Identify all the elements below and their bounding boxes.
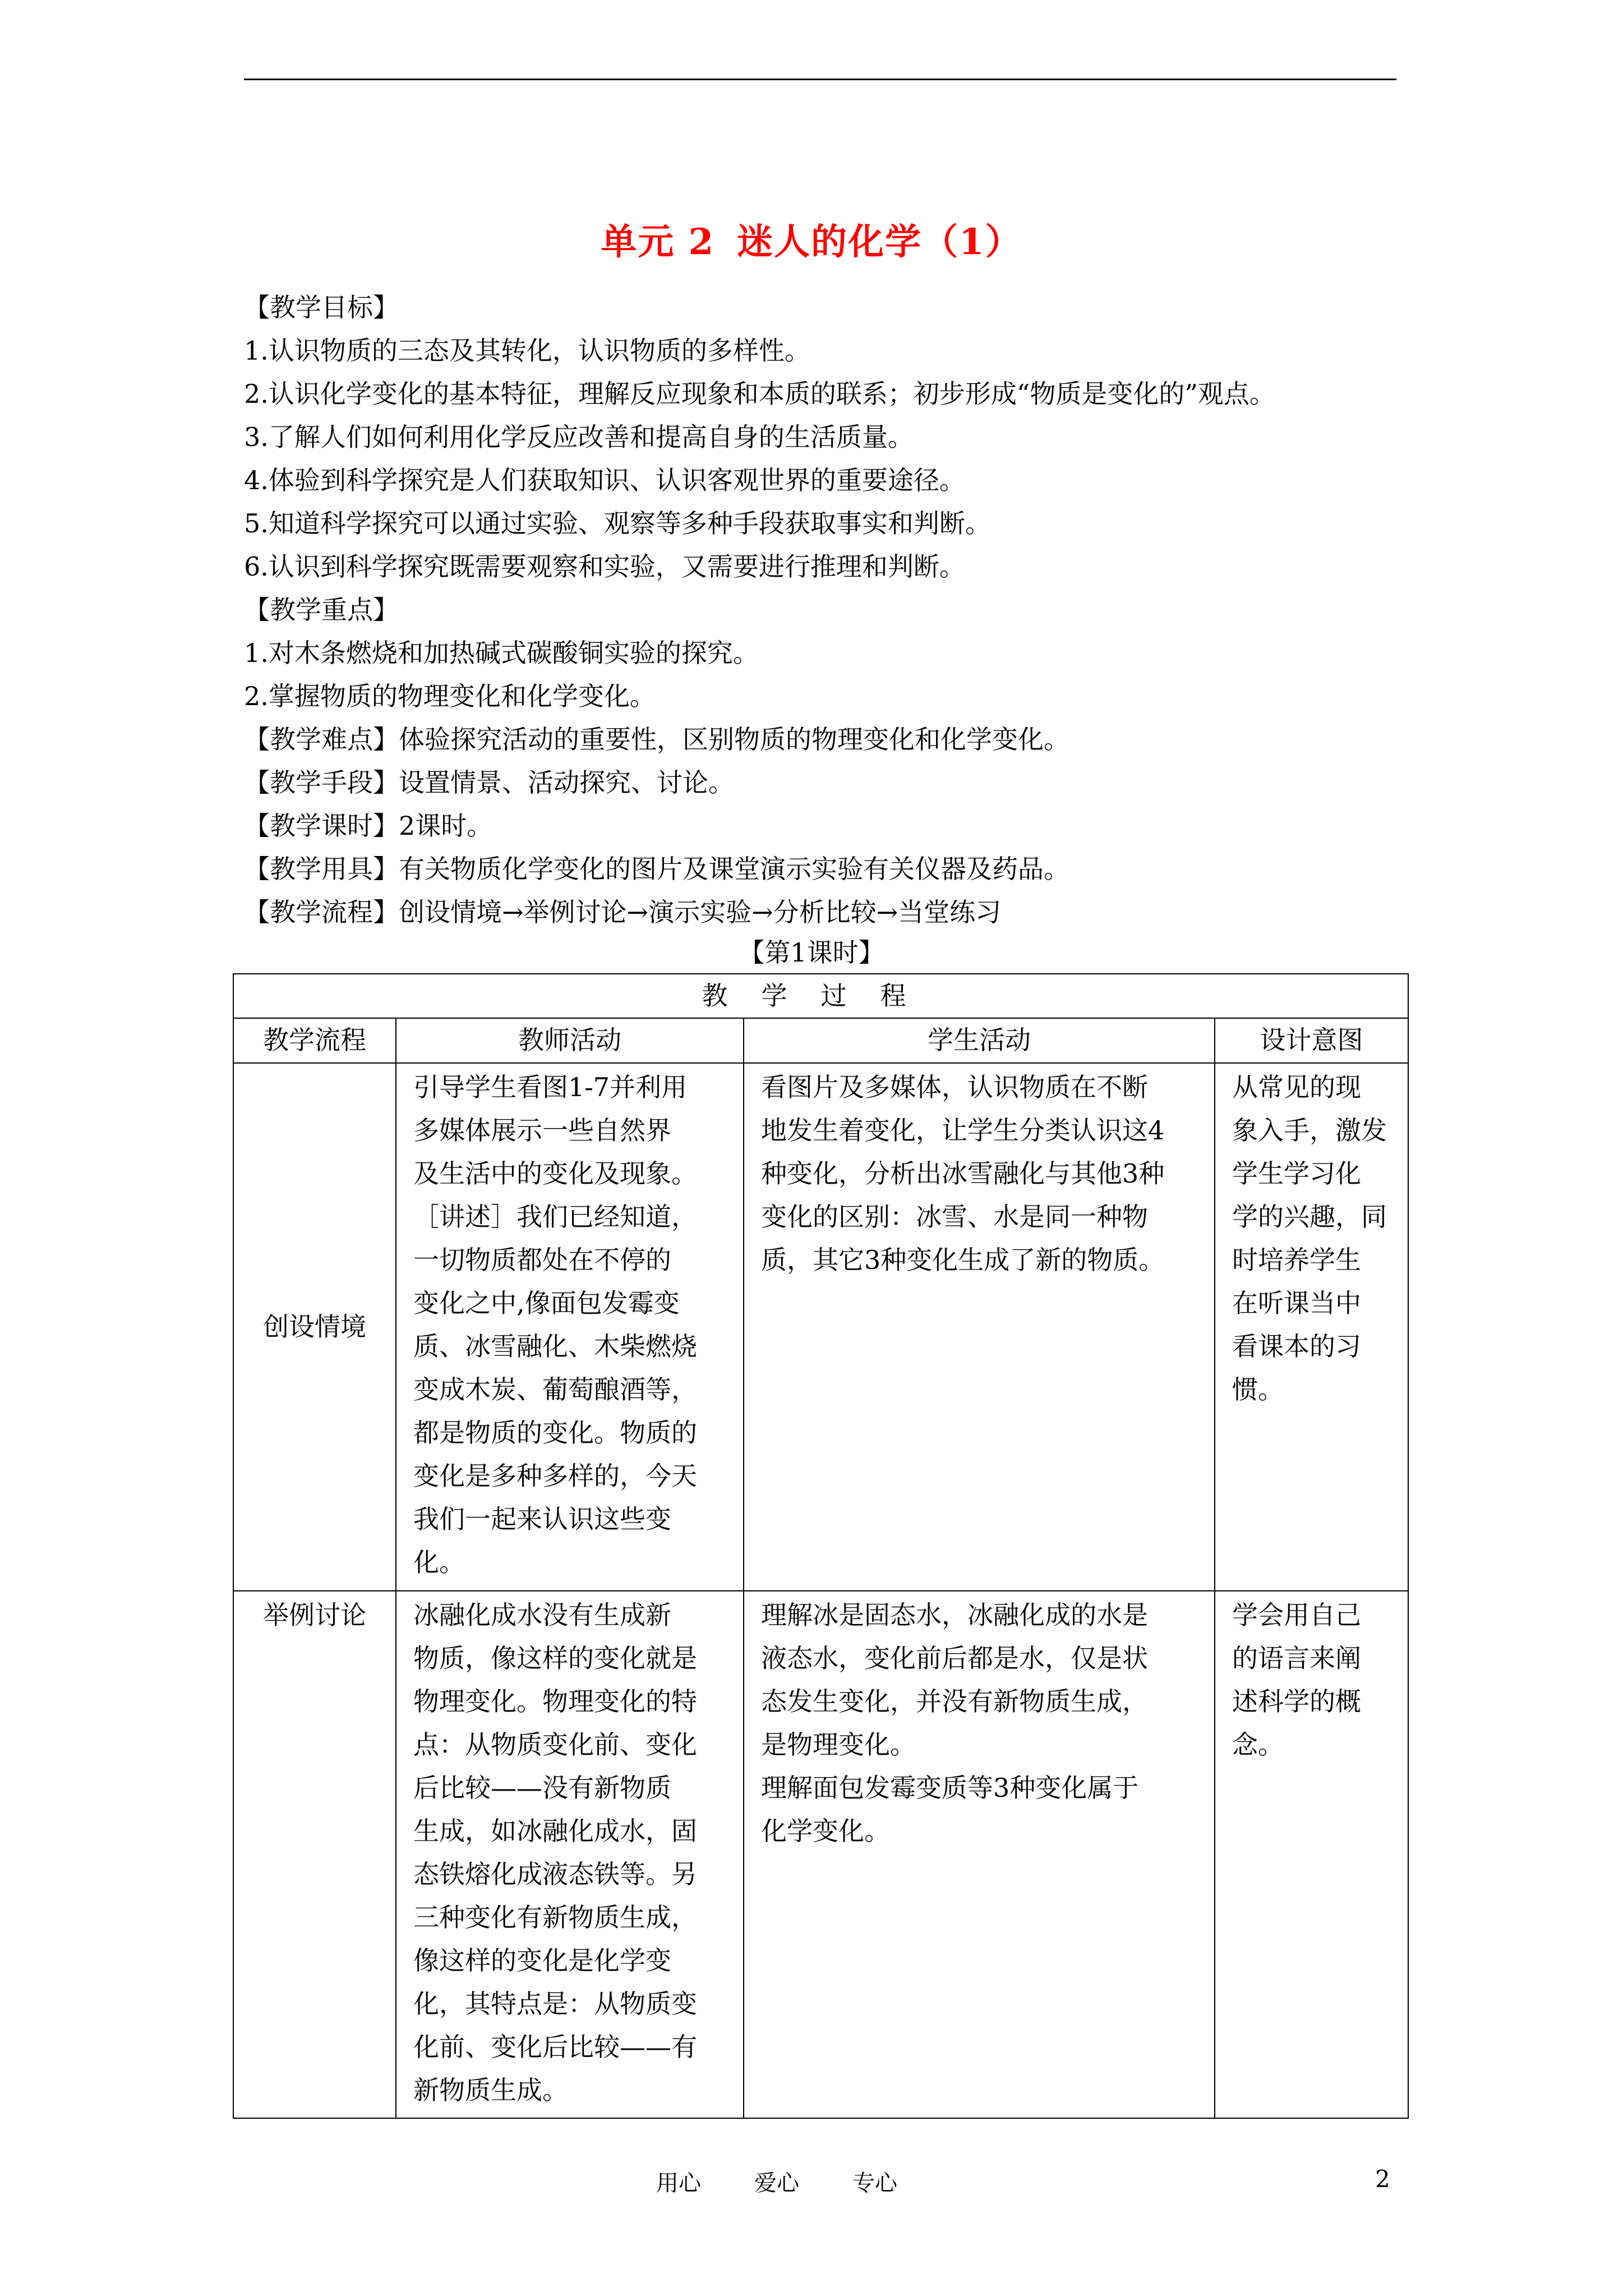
text-line: 引导学生看图1-7并利用 bbox=[413, 1072, 688, 1102]
student-activity-cell bbox=[744, 1063, 1215, 1591]
footer-item: 用心 bbox=[656, 2170, 701, 2196]
text-line: 变化的区别：冰雪、水是同一种物 bbox=[761, 1202, 1148, 1232]
difficulty-line: 【教学难点】体验探究活动的重要性，区别物质的物理变化和化学变化。 bbox=[244, 724, 1069, 754]
key-points-heading: 【教学重点】 bbox=[244, 595, 399, 625]
text-line: 物理变化。物理变化的特 bbox=[413, 1686, 697, 1717]
text-line: 变化之中,像面包发霉变 bbox=[413, 1288, 680, 1318]
text-line: 化。 bbox=[413, 1547, 465, 1577]
text-line: 时培养学生 bbox=[1232, 1245, 1361, 1275]
title-name: 迷人的化学（1） bbox=[737, 221, 1022, 263]
key-point-item: 1.对木条燃烧和加热碱式碳酸铜实验的探究。 bbox=[244, 638, 759, 668]
text-line: 我们一起来认识这些变 bbox=[413, 1504, 671, 1534]
text-line: 变成木炭、葡萄酿酒等， bbox=[413, 1374, 697, 1405]
title-unit: 单元 2 bbox=[601, 221, 715, 263]
page-number: 2 bbox=[1375, 2165, 1390, 2193]
objective-item: 3.了解人们如何利用化学反应改善和提高自身的生活质量。 bbox=[244, 422, 914, 452]
text-line: 的语言来阐 bbox=[1232, 1643, 1361, 1673]
text-line: 多媒体展示一些自然界 bbox=[413, 1115, 671, 1145]
key-point-item: 2.掌握物质的物理变化和化学变化。 bbox=[244, 681, 656, 711]
footer-item: 爱心 bbox=[754, 2170, 799, 2196]
teaching-process-table bbox=[233, 973, 1409, 2119]
text-line: 生成，如冰融化成水，固 bbox=[413, 1816, 697, 1846]
text-line: 一切物质都处在不停的 bbox=[413, 1245, 671, 1275]
text-line: 液态水，变化前后都是水，仅是状 bbox=[761, 1643, 1148, 1673]
text-line: 点：从物质变化前、变化 bbox=[413, 1729, 697, 1760]
text-line: 及生活中的变化及现象。 bbox=[413, 1158, 697, 1189]
student-activity-cell bbox=[744, 1591, 1215, 2118]
materials-line: 【教学用具】有关物质化学变化的图片及课堂演示实验有关仪器及药品。 bbox=[244, 854, 1069, 884]
column-header: 教师活动 bbox=[396, 1018, 744, 1063]
teacher-activity-cell bbox=[396, 1063, 744, 1591]
text-line: 看课本的习 bbox=[1232, 1331, 1361, 1361]
text-line: 化，其特点是：从物质变 bbox=[413, 1989, 697, 2019]
stage-label: 举例讨论 bbox=[263, 1600, 366, 1630]
text-line: 象入手，激发 bbox=[1232, 1115, 1387, 1145]
column-header: 教学流程 bbox=[233, 1018, 396, 1063]
column-header: 设计意图 bbox=[1215, 1018, 1408, 1063]
text-line: 化前、变化后比较——有 bbox=[413, 2032, 697, 2062]
objective-item: 4.体验到科学探究是人们获取知识、认识客观世界的重要途径。 bbox=[244, 465, 965, 495]
header-rule bbox=[244, 79, 1396, 80]
text-line: 质、冰雪融化、木柴燃烧 bbox=[413, 1331, 697, 1361]
text-line: 化学变化。 bbox=[761, 1816, 890, 1846]
text-line: 学会用自己 bbox=[1232, 1600, 1361, 1630]
page-title bbox=[0, 213, 1623, 265]
stage-cell bbox=[233, 1591, 396, 2118]
text-line: 变化是多种多样的，今天 bbox=[413, 1461, 697, 1491]
text-line: 学生学习化 bbox=[1232, 1158, 1361, 1189]
objective-item: 5.知道科学探究可以通过实验、观察等多种手段获取事实和判断。 bbox=[244, 508, 991, 539]
text-line: 惯。 bbox=[1232, 1374, 1284, 1405]
lesson-intro bbox=[244, 286, 1422, 934]
methods-line: 【教学手段】设置情景、活动探究、讨论。 bbox=[244, 767, 734, 798]
design-intent-cell bbox=[1215, 1063, 1408, 1591]
text-line: 态铁熔化成液态铁等。另 bbox=[413, 1859, 697, 1889]
text-line: 种变化，分析出冰雪融化与其他3种 bbox=[761, 1158, 1165, 1189]
text-line: 理解冰是固态水，冰融化成的水是 bbox=[761, 1600, 1148, 1630]
stage-cell: 创设情境 bbox=[233, 1063, 396, 1591]
objective-item: 2.认识化学变化的基本特征，理解反应现象和本质的联系；初步形成“物质是变化的”观点。 bbox=[244, 379, 1275, 409]
text-line: 质，其它3种变化生成了新的物质。 bbox=[761, 1245, 1165, 1275]
flow-line: 【教学流程】创设情境→举例讨论→演示实验→分析比较→当堂练习 bbox=[244, 897, 1002, 927]
text-line: 冰融化成水没有生成新 bbox=[413, 1600, 671, 1630]
page-footer bbox=[656, 2165, 951, 2197]
text-line: 理解面包发霉变质等3种变化属于 bbox=[761, 1773, 1139, 1803]
footer-item: 专心 bbox=[852, 2170, 897, 2196]
teacher-activity-cell bbox=[396, 1591, 744, 2118]
table-caption: 教学过程 bbox=[233, 974, 1408, 1018]
text-line: 学的兴趣，同 bbox=[1232, 1202, 1387, 1232]
text-line: 述科学的概 bbox=[1232, 1686, 1361, 1717]
text-line: 像这样的变化是化学变 bbox=[413, 1945, 671, 1976]
objective-item: 1.认识物质的三态及其转化，认识物质的多样性。 bbox=[244, 335, 810, 366]
text-line: 是物理变化。 bbox=[761, 1729, 916, 1760]
text-line: 后比较——没有新物质 bbox=[413, 1773, 671, 1803]
column-header: 学生活动 bbox=[744, 1018, 1215, 1063]
text-line: 从常见的现 bbox=[1232, 1072, 1361, 1102]
text-line: 在听课当中 bbox=[1232, 1288, 1361, 1318]
objectives-heading: 【教学目标】 bbox=[244, 292, 399, 323]
text-line: 三种变化有新物质生成， bbox=[413, 1902, 697, 1932]
text-line: 物质，像这样的变化就是 bbox=[413, 1643, 697, 1673]
text-line: ［讲述］我们已经知道， bbox=[413, 1202, 697, 1232]
table-row bbox=[233, 1063, 1408, 1591]
text-line: 念。 bbox=[1232, 1729, 1284, 1760]
design-intent-cell bbox=[1215, 1591, 1408, 2118]
table-row bbox=[233, 1591, 1408, 2118]
session-label: 【第1课时】 bbox=[739, 937, 884, 968]
text-line: 看图片及多媒体，认识物质在不断 bbox=[761, 1072, 1148, 1102]
objective-item: 6.认识到科学探究既需要观察和实验，又需要进行推理和判断。 bbox=[244, 551, 965, 582]
text-line: 都是物质的变化。物质的 bbox=[413, 1418, 697, 1448]
periods-line: 【教学课时】2课时。 bbox=[244, 811, 493, 841]
text-line: 新物质生成。 bbox=[413, 2075, 568, 2105]
text-line: 态发生变化，并没有新物质生成， bbox=[761, 1686, 1148, 1717]
text-line: 地发生着变化，让学生分类认识这4 bbox=[761, 1115, 1165, 1145]
